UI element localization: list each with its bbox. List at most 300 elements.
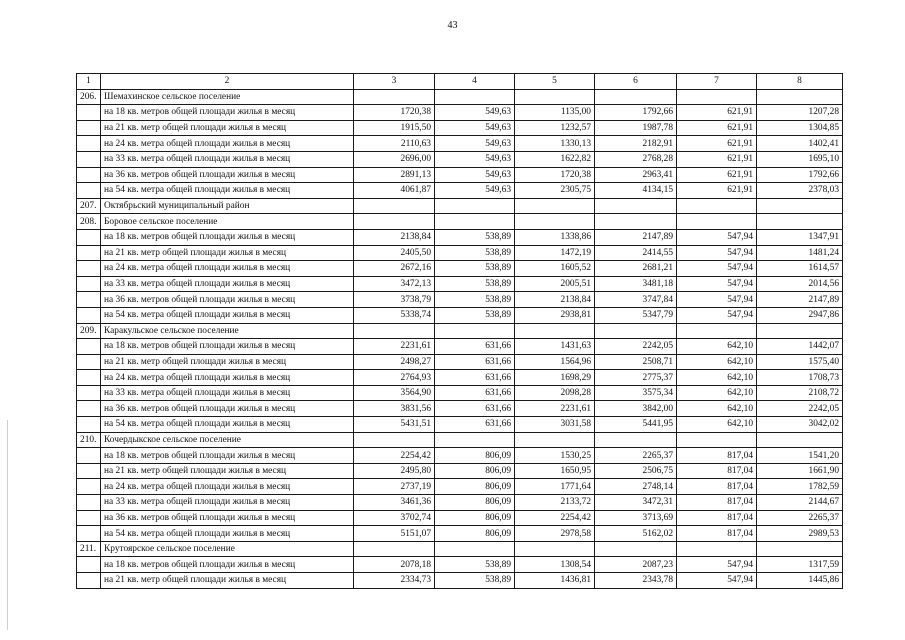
row-label: на 54 кв. метра общей площади жилья в месяц [101, 526, 354, 542]
value-cell-col7: 547,94 [677, 245, 757, 261]
row-number [77, 557, 101, 573]
value-cell-col5: 1232,57 [515, 120, 595, 136]
value-cell-col4: 549,63 [435, 151, 515, 167]
value-cell-col4: 806,09 [435, 526, 515, 542]
section-row [77, 323, 843, 339]
value-cell-col8: 1207,28 [757, 105, 843, 121]
section-row [77, 214, 843, 230]
value-cell-col5: 1338,86 [515, 229, 595, 245]
value-cell-col8: 1304,85 [757, 120, 843, 136]
value-cell-col3: 2495,80 [354, 463, 435, 479]
value-cell-col6: 1792,66 [595, 105, 677, 121]
row-number [77, 183, 101, 199]
value-cell-col6: 4134,15 [595, 183, 677, 199]
table-row [77, 495, 843, 511]
value-cell-col6: 2242,05 [595, 339, 677, 355]
table-header-row [77, 74, 843, 90]
value-cell-col3: 2078,18 [354, 557, 435, 573]
table-row [77, 105, 843, 121]
value-cell-col7 [677, 432, 757, 448]
section-title: Крутоярское сельское поселение [101, 541, 354, 557]
table-row [77, 339, 843, 355]
value-cell-col5 [515, 323, 595, 339]
table-row [77, 229, 843, 245]
column-number-2: 2 [101, 74, 354, 90]
value-cell-col6: 1987,78 [595, 120, 677, 136]
row-number [77, 151, 101, 167]
value-cell-col7: 547,94 [677, 307, 757, 323]
value-cell-col5 [515, 198, 595, 214]
row-number: 207. [77, 198, 101, 214]
value-cell-col4: 806,09 [435, 479, 515, 495]
table-row [77, 261, 843, 277]
value-cell-col4: 538,89 [435, 307, 515, 323]
column-number-6: 6 [595, 74, 677, 90]
table-row [77, 573, 843, 589]
section-title: Кочердыкское сельское поселение [101, 432, 354, 448]
value-cell-col7: 621,91 [677, 136, 757, 152]
value-cell-col8: 2947,86 [757, 307, 843, 323]
value-cell-col8 [757, 198, 843, 214]
value-cell-col7: 817,04 [677, 479, 757, 495]
value-cell-col6 [595, 432, 677, 448]
column-number-8: 8 [757, 74, 843, 90]
value-cell-col3: 3461,36 [354, 495, 435, 511]
row-label: на 36 кв. метров общей площади жилья в месяц [101, 292, 354, 308]
value-cell-col4: 538,89 [435, 573, 515, 589]
value-cell-col8: 2108,72 [757, 385, 843, 401]
row-number [77, 573, 101, 589]
value-cell-col8: 1575,40 [757, 354, 843, 370]
value-cell-col5: 1431,63 [515, 339, 595, 355]
value-cell-col6: 5162,02 [595, 526, 677, 542]
value-cell-col3: 4061,87 [354, 183, 435, 199]
value-cell-col8: 3042,02 [757, 417, 843, 433]
row-label: на 24 кв. метра общей площади жилья в месяц [101, 261, 354, 277]
value-cell-col5: 2938,81 [515, 307, 595, 323]
value-cell-col8: 1481,24 [757, 245, 843, 261]
value-cell-col8 [757, 214, 843, 230]
row-label: на 33 кв. метра общей площади жилья в месяц [101, 151, 354, 167]
row-label: на 54 кв. метра общей площади жилья в месяц [101, 183, 354, 199]
value-cell-col8: 2242,05 [757, 401, 843, 417]
value-cell-col4: 631,66 [435, 370, 515, 386]
value-cell-col7: 621,91 [677, 167, 757, 183]
row-number [77, 401, 101, 417]
row-label: на 36 кв. метров общей площади жилья в месяц [101, 167, 354, 183]
row-number [77, 510, 101, 526]
table-row [77, 245, 843, 261]
table-row [77, 479, 843, 495]
value-cell-col5: 1771,64 [515, 479, 595, 495]
value-cell-col6: 2414,55 [595, 245, 677, 261]
value-cell-col5: 2254,42 [515, 510, 595, 526]
table-row [77, 385, 843, 401]
value-cell-col6: 2748,14 [595, 479, 677, 495]
value-cell-col4 [435, 432, 515, 448]
value-cell-col4 [435, 323, 515, 339]
value-cell-col6 [595, 541, 677, 557]
row-number [77, 479, 101, 495]
value-cell-col3: 2110,63 [354, 136, 435, 152]
table-row [77, 183, 843, 199]
value-cell-col4: 549,63 [435, 183, 515, 199]
section-row [77, 541, 843, 557]
row-label: на 24 кв. метра общей площади жилья в месяц [101, 136, 354, 152]
value-cell-col3: 2254,42 [354, 448, 435, 464]
table-row [77, 557, 843, 573]
value-cell-col6: 5441,95 [595, 417, 677, 433]
row-label: на 18 кв. метров общей площади жилья в месяц [101, 448, 354, 464]
row-label: на 18 кв. метров общей площади жилья в месяц [101, 339, 354, 355]
row-number [77, 417, 101, 433]
table-row [77, 292, 843, 308]
value-cell-col8: 1782,59 [757, 479, 843, 495]
value-cell-col5: 2098,28 [515, 385, 595, 401]
value-cell-col6: 2182,91 [595, 136, 677, 152]
value-cell-col5 [515, 214, 595, 230]
value-cell-col4 [435, 89, 515, 105]
value-cell-col8: 2147,89 [757, 292, 843, 308]
row-number [77, 105, 101, 121]
value-cell-col3: 2231,61 [354, 339, 435, 355]
value-cell-col3: 3564,90 [354, 385, 435, 401]
value-cell-col7: 547,94 [677, 276, 757, 292]
value-cell-col6: 3481,18 [595, 276, 677, 292]
table-row [77, 510, 843, 526]
value-cell-col7 [677, 323, 757, 339]
value-cell-col6: 2775,37 [595, 370, 677, 386]
value-cell-col6: 2963,41 [595, 167, 677, 183]
table-row [77, 307, 843, 323]
value-cell-col5: 3031,58 [515, 417, 595, 433]
value-cell-col5: 1135,00 [515, 105, 595, 121]
row-number [77, 385, 101, 401]
column-number-1: 1 [77, 74, 101, 90]
row-label: на 21 кв. метр общей площади жилья в месяц [101, 245, 354, 261]
row-label: на 33 кв. метра общей площади жилья в месяц [101, 385, 354, 401]
value-cell-col4: 549,63 [435, 120, 515, 136]
row-number [77, 292, 101, 308]
value-cell-col8: 1442,07 [757, 339, 843, 355]
value-cell-col5: 1330,13 [515, 136, 595, 152]
value-cell-col3 [354, 323, 435, 339]
value-cell-col4: 631,66 [435, 401, 515, 417]
value-cell-col7: 817,04 [677, 463, 757, 479]
value-cell-col7: 621,91 [677, 105, 757, 121]
value-cell-col3: 5431,51 [354, 417, 435, 433]
value-cell-col7: 817,04 [677, 526, 757, 542]
value-cell-col3: 5151,07 [354, 526, 435, 542]
column-number-7: 7 [677, 74, 757, 90]
row-label: на 33 кв. метра общей площади жилья в месяц [101, 276, 354, 292]
value-cell-col8: 2014,56 [757, 276, 843, 292]
table-row [77, 276, 843, 292]
value-cell-col7: 817,04 [677, 448, 757, 464]
value-cell-col5: 1650,95 [515, 463, 595, 479]
value-cell-col7: 547,94 [677, 573, 757, 589]
value-cell-col3: 2764,93 [354, 370, 435, 386]
value-cell-col8 [757, 432, 843, 448]
value-cell-col6: 2265,37 [595, 448, 677, 464]
value-cell-col5: 2133,72 [515, 495, 595, 511]
row-number [77, 526, 101, 542]
value-cell-col5: 2005,51 [515, 276, 595, 292]
value-cell-col6: 2506,75 [595, 463, 677, 479]
row-number: 210. [77, 432, 101, 448]
value-cell-col4: 806,09 [435, 463, 515, 479]
value-cell-col4: 538,89 [435, 245, 515, 261]
value-cell-col6: 2343,78 [595, 573, 677, 589]
value-cell-col8: 1695,10 [757, 151, 843, 167]
section-title: Каракульское сельское поселение [101, 323, 354, 339]
value-cell-col4: 806,09 [435, 510, 515, 526]
value-cell-col4: 549,63 [435, 136, 515, 152]
value-cell-col5: 1698,29 [515, 370, 595, 386]
value-cell-col3 [354, 198, 435, 214]
value-cell-col7: 642,10 [677, 339, 757, 355]
row-number: 208. [77, 214, 101, 230]
value-cell-col3 [354, 432, 435, 448]
value-cell-col6 [595, 323, 677, 339]
value-cell-col7: 642,10 [677, 354, 757, 370]
value-cell-col6: 3747,84 [595, 292, 677, 308]
value-cell-col6: 2681,21 [595, 261, 677, 277]
table-row [77, 167, 843, 183]
value-cell-col8: 1317,59 [757, 557, 843, 573]
row-label: на 18 кв. метров общей площади жилья в месяц [101, 557, 354, 573]
row-label: на 54 кв. метра общей площади жилья в месяц [101, 307, 354, 323]
section-title: Шемахинское сельское поселение [101, 89, 354, 105]
value-cell-col3: 3831,56 [354, 401, 435, 417]
value-cell-col7: 642,10 [677, 385, 757, 401]
value-cell-col5: 2305,75 [515, 183, 595, 199]
value-cell-col5 [515, 432, 595, 448]
column-number-5: 5 [515, 74, 595, 90]
value-cell-col7 [677, 89, 757, 105]
value-cell-col5 [515, 541, 595, 557]
page-edge-rule [7, 420, 8, 630]
row-number [77, 307, 101, 323]
value-cell-col4: 538,89 [435, 557, 515, 573]
row-number [77, 167, 101, 183]
value-cell-col5: 1622,82 [515, 151, 595, 167]
row-label: на 21 кв. метр общей площади жилья в месяц [101, 354, 354, 370]
table-row [77, 120, 843, 136]
value-cell-col7: 621,91 [677, 183, 757, 199]
value-cell-col5: 1436,81 [515, 573, 595, 589]
value-cell-col7: 642,10 [677, 417, 757, 433]
value-cell-col5: 1564,96 [515, 354, 595, 370]
value-cell-col8: 1402,41 [757, 136, 843, 152]
value-cell-col8: 1445,86 [757, 573, 843, 589]
value-cell-col7: 817,04 [677, 495, 757, 511]
row-label: на 24 кв. метра общей площади жилья в месяц [101, 479, 354, 495]
value-cell-col4 [435, 541, 515, 557]
value-cell-col8: 1708,73 [757, 370, 843, 386]
section-row [77, 198, 843, 214]
value-cell-col6: 3472,31 [595, 495, 677, 511]
value-cell-col4: 538,89 [435, 292, 515, 308]
value-cell-col8: 2144,67 [757, 495, 843, 511]
value-cell-col7: 642,10 [677, 370, 757, 386]
value-cell-col8 [757, 323, 843, 339]
value-cell-col8: 1792,66 [757, 167, 843, 183]
value-cell-col7: 621,91 [677, 151, 757, 167]
row-label: на 21 кв. метр общей площади жилья в месяц [101, 463, 354, 479]
row-label: на 33 кв. метра общей площади жилья в месяц [101, 495, 354, 511]
value-cell-col7: 642,10 [677, 401, 757, 417]
page-number: 43 [447, 20, 458, 31]
value-cell-col8 [757, 541, 843, 557]
column-number-3: 3 [354, 74, 435, 90]
row-label: на 18 кв. метров общей площади жилья в месяц [101, 105, 354, 121]
row-label: на 36 кв. метров общей площади жилья в месяц [101, 401, 354, 417]
row-label: на 36 кв. метров общей площади жилья в месяц [101, 510, 354, 526]
value-cell-col6: 2087,23 [595, 557, 677, 573]
row-label: на 18 кв. метров общей площади жилья в месяц [101, 229, 354, 245]
value-cell-col3: 5338,74 [354, 307, 435, 323]
value-cell-col3: 2498,27 [354, 354, 435, 370]
value-cell-col3: 2672,16 [354, 261, 435, 277]
value-cell-col5: 1720,38 [515, 167, 595, 183]
value-cell-col3: 2405,50 [354, 245, 435, 261]
value-cell-col8: 1347,91 [757, 229, 843, 245]
value-cell-col4: 806,09 [435, 495, 515, 511]
value-cell-col3: 2138,84 [354, 229, 435, 245]
value-cell-col5: 1472,19 [515, 245, 595, 261]
value-cell-col5: 1530,25 [515, 448, 595, 464]
row-number [77, 276, 101, 292]
value-cell-col4: 549,63 [435, 105, 515, 121]
value-cell-col4: 631,66 [435, 385, 515, 401]
value-cell-col3: 3738,79 [354, 292, 435, 308]
value-cell-col4: 549,63 [435, 167, 515, 183]
value-cell-col4: 806,09 [435, 448, 515, 464]
value-cell-col4 [435, 198, 515, 214]
row-number [77, 370, 101, 386]
value-cell-col8 [757, 89, 843, 105]
value-cell-col5: 1308,54 [515, 557, 595, 573]
value-cell-col8: 2265,37 [757, 510, 843, 526]
value-cell-col6 [595, 198, 677, 214]
value-cell-col4: 631,66 [435, 354, 515, 370]
section-row [77, 432, 843, 448]
table-row [77, 448, 843, 464]
table-row [77, 370, 843, 386]
value-cell-col8: 1614,57 [757, 261, 843, 277]
value-cell-col7: 621,91 [677, 120, 757, 136]
table-row [77, 526, 843, 542]
table-row [77, 417, 843, 433]
value-cell-col3: 1720,38 [354, 105, 435, 121]
row-label: на 21 кв. метр общей площади жилья в месяц [101, 573, 354, 589]
row-number [77, 136, 101, 152]
row-label: на 21 кв. метр общей площади жилья в месяц [101, 120, 354, 136]
column-number-4: 4 [435, 74, 515, 90]
tariff-table [76, 73, 843, 589]
row-number [77, 120, 101, 136]
row-number [77, 339, 101, 355]
section-title: Октябрьский муниципальный район [101, 198, 354, 214]
value-cell-col5: 2231,61 [515, 401, 595, 417]
value-cell-col5: 1605,52 [515, 261, 595, 277]
row-number: 206. [77, 89, 101, 105]
value-cell-col7: 817,04 [677, 510, 757, 526]
table-row [77, 401, 843, 417]
table-row [77, 354, 843, 370]
row-number: 211. [77, 541, 101, 557]
value-cell-col3: 3702,74 [354, 510, 435, 526]
value-cell-col3: 2334,73 [354, 573, 435, 589]
value-cell-col8: 1541,20 [757, 448, 843, 464]
value-cell-col4 [435, 214, 515, 230]
value-cell-col6: 2508,71 [595, 354, 677, 370]
value-cell-col7: 547,94 [677, 292, 757, 308]
value-cell-col7 [677, 214, 757, 230]
row-label: на 24 кв. метра общей площади жилья в месяц [101, 370, 354, 386]
value-cell-col4: 631,66 [435, 339, 515, 355]
value-cell-col6: 3842,00 [595, 401, 677, 417]
value-cell-col4: 538,89 [435, 229, 515, 245]
row-number [77, 354, 101, 370]
row-number [77, 229, 101, 245]
value-cell-col6 [595, 214, 677, 230]
value-cell-col3 [354, 541, 435, 557]
value-cell-col3 [354, 214, 435, 230]
value-cell-col7 [677, 198, 757, 214]
row-label: на 54 кв. метра общей площади жилья в месяц [101, 417, 354, 433]
value-cell-col4: 538,89 [435, 261, 515, 277]
table-row [77, 136, 843, 152]
value-cell-col6: 2768,28 [595, 151, 677, 167]
table-row [77, 463, 843, 479]
value-cell-col4: 631,66 [435, 417, 515, 433]
section-title: Боровое сельское поселение [101, 214, 354, 230]
value-cell-col3: 2891,13 [354, 167, 435, 183]
row-number [77, 448, 101, 464]
row-number [77, 463, 101, 479]
value-cell-col7: 547,94 [677, 557, 757, 573]
value-cell-col3: 1915,50 [354, 120, 435, 136]
section-row [77, 89, 843, 105]
row-number [77, 245, 101, 261]
value-cell-col6: 3575,34 [595, 385, 677, 401]
value-cell-col5: 2138,84 [515, 292, 595, 308]
value-cell-col4: 538,89 [435, 276, 515, 292]
value-cell-col8: 2989,53 [757, 526, 843, 542]
value-cell-col7 [677, 541, 757, 557]
value-cell-col5 [515, 89, 595, 105]
value-cell-col6: 2147,89 [595, 229, 677, 245]
value-cell-col8: 2378,03 [757, 183, 843, 199]
value-cell-col7: 547,94 [677, 261, 757, 277]
value-cell-col6: 5347,79 [595, 307, 677, 323]
row-number: 209. [77, 323, 101, 339]
value-cell-col3 [354, 89, 435, 105]
value-cell-col3: 3472,13 [354, 276, 435, 292]
value-cell-col3: 2737,19 [354, 479, 435, 495]
row-number [77, 495, 101, 511]
table-row [77, 151, 843, 167]
value-cell-col6 [595, 89, 677, 105]
value-cell-col7: 547,94 [677, 229, 757, 245]
value-cell-col3: 2696,00 [354, 151, 435, 167]
value-cell-col5: 2978,58 [515, 526, 595, 542]
row-number [77, 261, 101, 277]
value-cell-col8: 1661,90 [757, 463, 843, 479]
value-cell-col6: 3713,69 [595, 510, 677, 526]
